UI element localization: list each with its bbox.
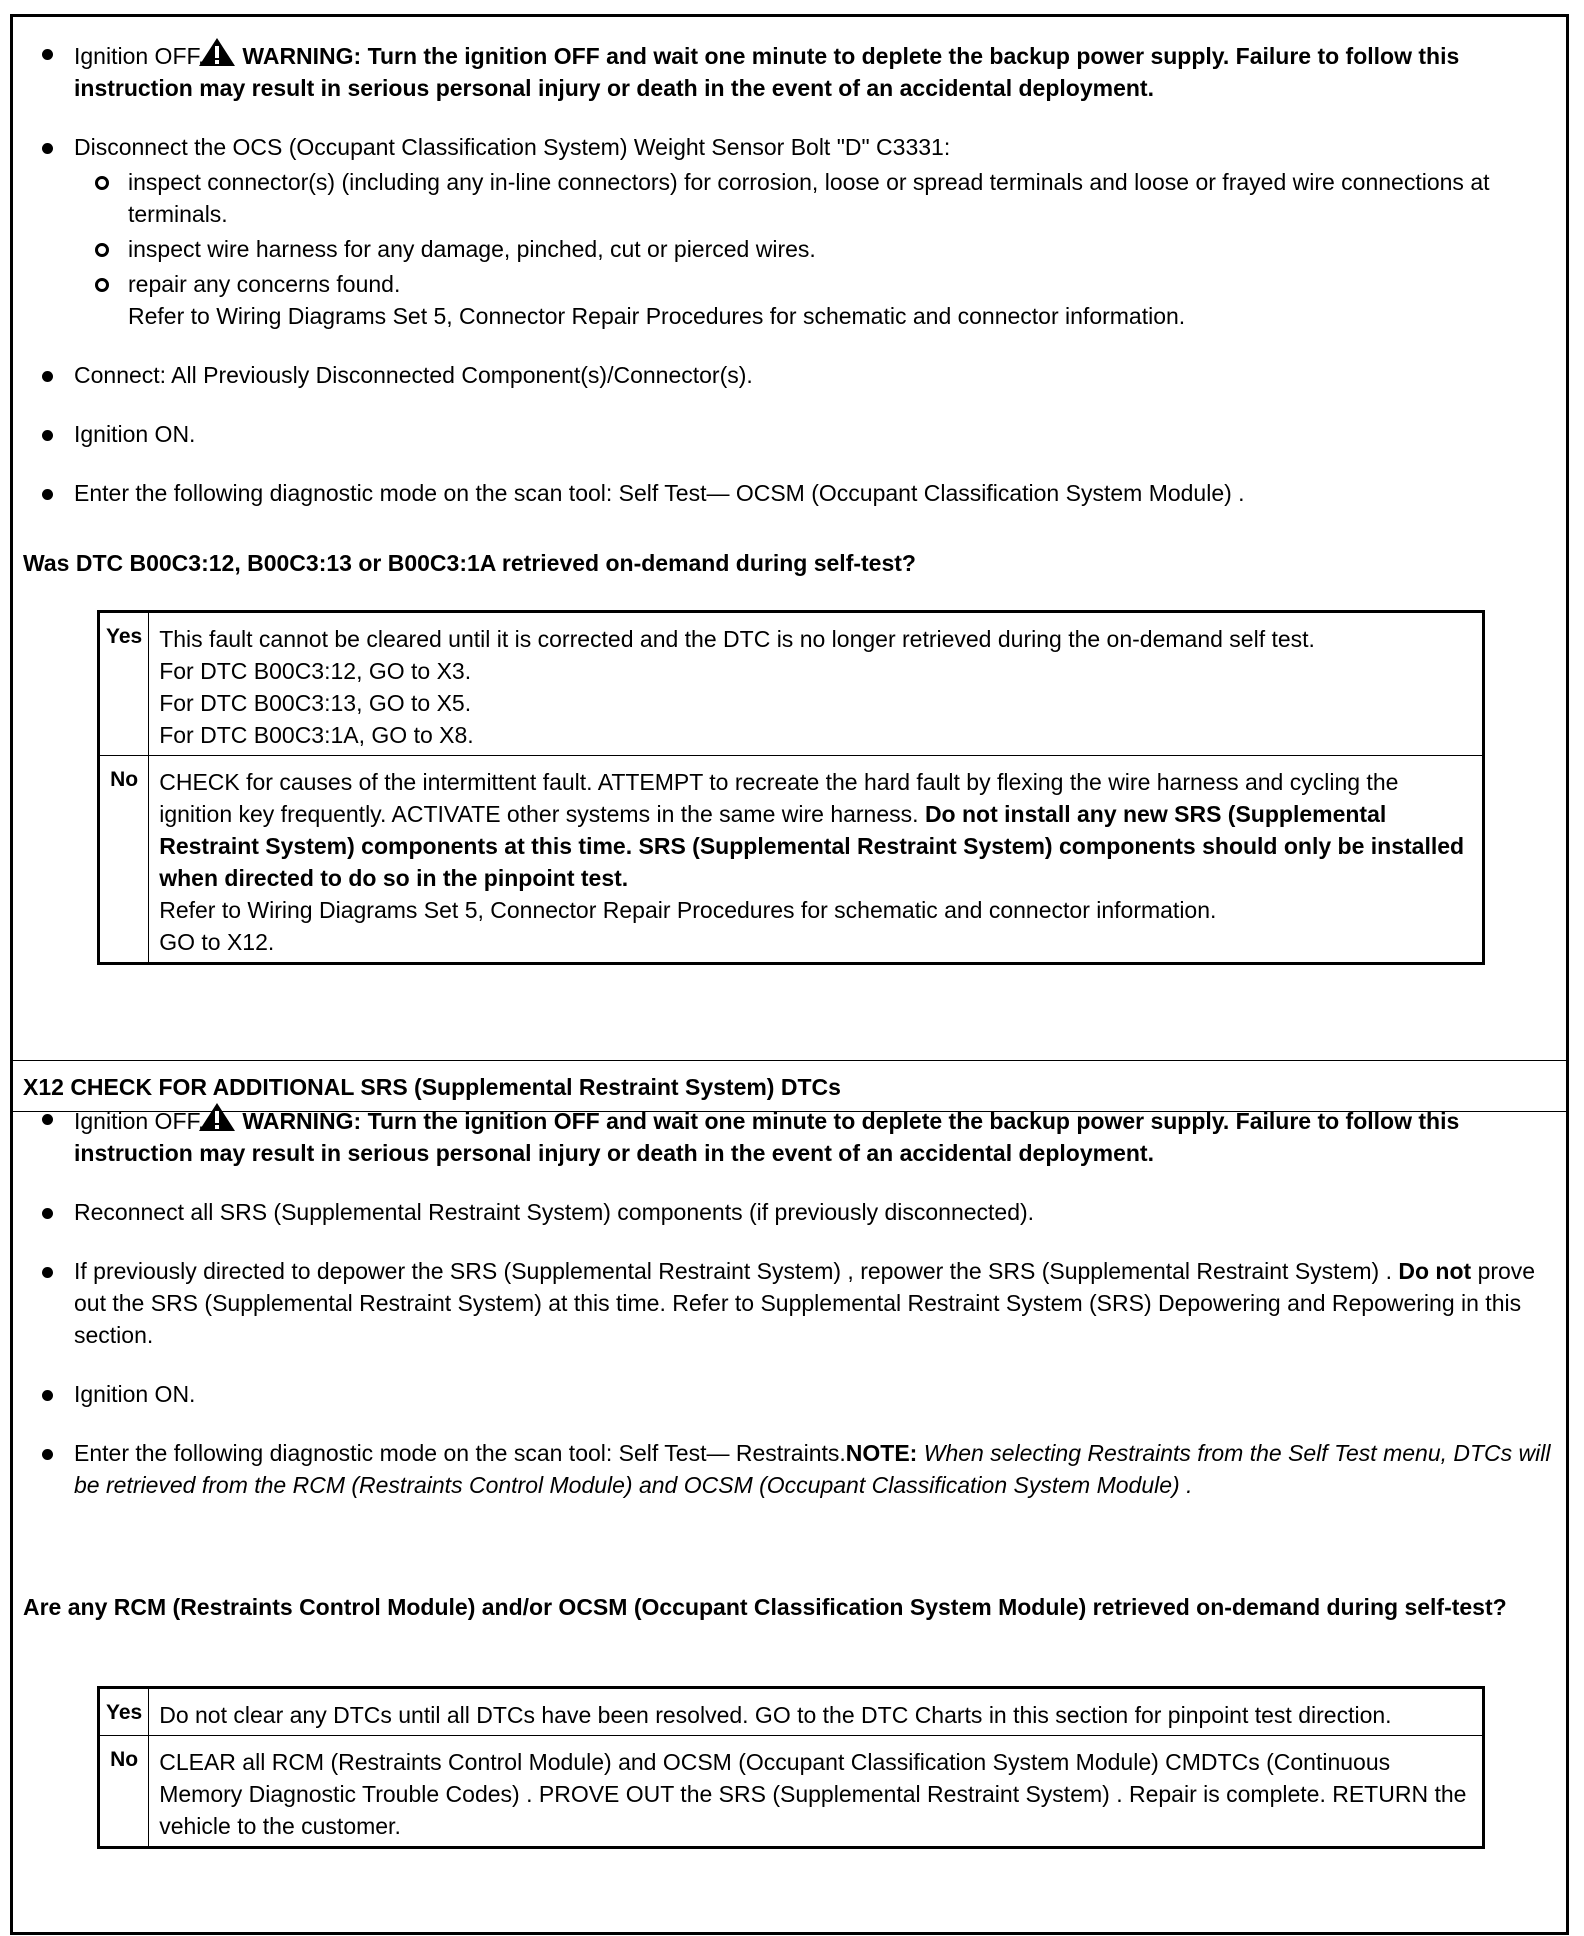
- sub-item: repair any concerns found. Refer to Wiring Diagrams Set 5, Connector Repair Procedures for schematic and connector information.: [74, 268, 1558, 332]
- answer-row-no: [99, 1736, 1484, 1848]
- step-x11-continued: [13, 17, 1566, 1060]
- step-actions: [13, 37, 1566, 536]
- answer-table: [97, 610, 1485, 965]
- warning-text: WARNING: Turn the ignition OFF and wait one minute to deplete the backup power supply. Failure to follow this instruction may result in serious personal injury or death in the event of an accidental deployment.: [74, 43, 1460, 101]
- warning-triangle-icon: [198, 1102, 236, 1132]
- no-content: CHECK for causes of the intermittent fault. ATTEMPT to recreate the hard fault by flexing the wire harness and cycling the ignition key frequently. ACTIVATE other systems in the same wire harness. Do not install any new SRS (Supplemental Restraint System) components at this time. SRS (Supplemental Restraint System) components should only be installed when directed to do so in the pinpoint test. Refer to Wiring Diagrams Set 5, Connector Repair Procedures for schematic and connector information. GO to X12.: [149, 756, 1484, 964]
- bullet-icon: [42, 1267, 53, 1278]
- no-label: No: [99, 756, 149, 964]
- sub-bullet-icon: [95, 243, 109, 257]
- bullet-repower: If previously directed to depower the SRS (Supplemental Restraint System) , repower the SRS (Supplemental Restraint System) . Do not prove out the SRS (Supplemental Restraint System) at this time. Refer to Supplemental Restraint System (SRS) Depowering and Repowering in this section.: [13, 1255, 1566, 1351]
- bullet-disconnect: Disconnect the OCS (Occupant Classification System) Weight Sensor Bolt "D" C3331: inspect connector(s) (including any in-line connectors) for corrosion, loose or spread terminals and loose or frayed wire connections at terminals. inspect wire harness for any damage, pinched, cut or pierced wires. repair any concerns found. Refer to Wiring Diagrams Set 5, Connector Repair Procedures for schematic and connector information.: [13, 131, 1566, 332]
- sub-list: [74, 166, 1558, 332]
- no-content: CLEAR all RCM (Restraints Control Module) and OCSM (Occupant Classification System Module) CMDTCs (Continuous Memory Diagnostic Trouble Codes) . PROVE OUT the SRS (Supplemental Restraint System) . Repair is complete. RETURN the vehicle to the customer.: [149, 1736, 1484, 1848]
- yes-content: Do not clear any DTCs until all DTCs have been resolved. GO to the DTC Charts in this section for pinpoint test direction.: [149, 1688, 1484, 1736]
- answer-row-yes: [99, 1688, 1484, 1736]
- step-title: X12 CHECK FOR ADDITIONAL SRS (Supplemental Restraint System) DTCs: [23, 1074, 841, 1100]
- note-text: When selecting Restraints from the Self Test menu, DTCs will be retrieved from the RCM (Restraints Control Module) and OCSM (Occupant Classification System Module) .: [74, 1440, 1551, 1498]
- bullet-icon: [42, 371, 53, 382]
- bullet-icon: [42, 143, 53, 154]
- answer-table: [97, 1686, 1485, 1849]
- bullet-icon: [42, 49, 53, 60]
- note-label: NOTE:: [845, 1440, 918, 1466]
- bullet-icon: [42, 1208, 53, 1219]
- bullet-icon: [42, 489, 53, 500]
- yes-label: Yes: [99, 1688, 149, 1736]
- step-actions: [13, 1102, 1566, 1528]
- bullet-connect: Connect: All Previously Disconnected Component(s)/Connector(s).: [13, 359, 1566, 391]
- bullet-icon: [42, 430, 53, 441]
- bullet-ignition-on: Ignition ON.: [13, 1378, 1566, 1410]
- question: Was DTC B00C3:12, B00C3:13 or B00C3:1A retrieved on-demand during self-test?: [23, 550, 916, 576]
- yes-label: Yes: [99, 612, 149, 756]
- no-label: No: [99, 1736, 149, 1848]
- bullet-self-test: Enter the following diagnostic mode on the scan tool: Self Test— Restraints.NOTE: When selecting Restraints from the Self Test menu, DTCs will be retrieved from the RCM (Restraints Control Module) and OCSM (Occupant Classification System Module) .: [13, 1437, 1566, 1501]
- sub-item: inspect connector(s) (including any in-line connectors) for corrosion, loose or spread terminals and loose or frayed wire connections at terminals.: [74, 166, 1558, 230]
- yes-content: This fault cannot be cleared until it is corrected and the DTC is no longer retrieved during the on-demand self test. For DTC B00C3:12, GO to X3. For DTC B00C3:13, GO to X5. For DTC B00C3:1A, GO to X8.: [149, 612, 1484, 756]
- bullet-ignition-off: Ignition OFF. WARNING: Turn the ignition OFF and wait one minute to deplete the backup power supply. Failure to follow this instruction may result in serious personal injury or death in the event of an accidental deployment.: [13, 1102, 1566, 1169]
- bullet-reconnect: Reconnect all SRS (Supplemental Restraint System) components (if previously disconnected).: [13, 1196, 1566, 1228]
- warning-triangle-icon: [198, 37, 236, 67]
- bullet-icon: [42, 1449, 53, 1460]
- bullet-ignition-off: Ignition OFF. WARNING: Turn the ignition OFF and wait one minute to deplete the backup power supply. Failure to follow this instruction may result in serious personal injury or death in the event of an accidental deployment.: [13, 37, 1566, 104]
- sub-bullet-icon: [95, 278, 109, 292]
- answer-row-yes: [99, 612, 1484, 756]
- bullet-icon: [42, 1390, 53, 1401]
- sub-bullet-icon: [95, 176, 109, 190]
- step-x12: [13, 1060, 1566, 1932]
- question: Are any RCM (Restraints Control Module) and/or OCSM (Occupant Classification System Module) retrieved on-demand during self-test?: [23, 1594, 1507, 1620]
- sub-item: inspect wire harness for any damage, pinched, cut or pierced wires.: [74, 233, 1558, 265]
- bullet-ignition-on: Ignition ON.: [13, 418, 1566, 450]
- warning-text: WARNING: Turn the ignition OFF and wait one minute to deplete the backup power supply. Failure to follow this instruction may result in serious personal injury or death in the event of an accidental deployment.: [74, 1108, 1460, 1166]
- procedure-frame: [10, 14, 1569, 1935]
- bullet-self-test: Enter the following diagnostic mode on the scan tool: Self Test— OCSM (Occupant Classification System Module) .: [13, 477, 1566, 509]
- bullet-icon: [42, 1114, 53, 1125]
- answer-row-no: [99, 756, 1484, 964]
